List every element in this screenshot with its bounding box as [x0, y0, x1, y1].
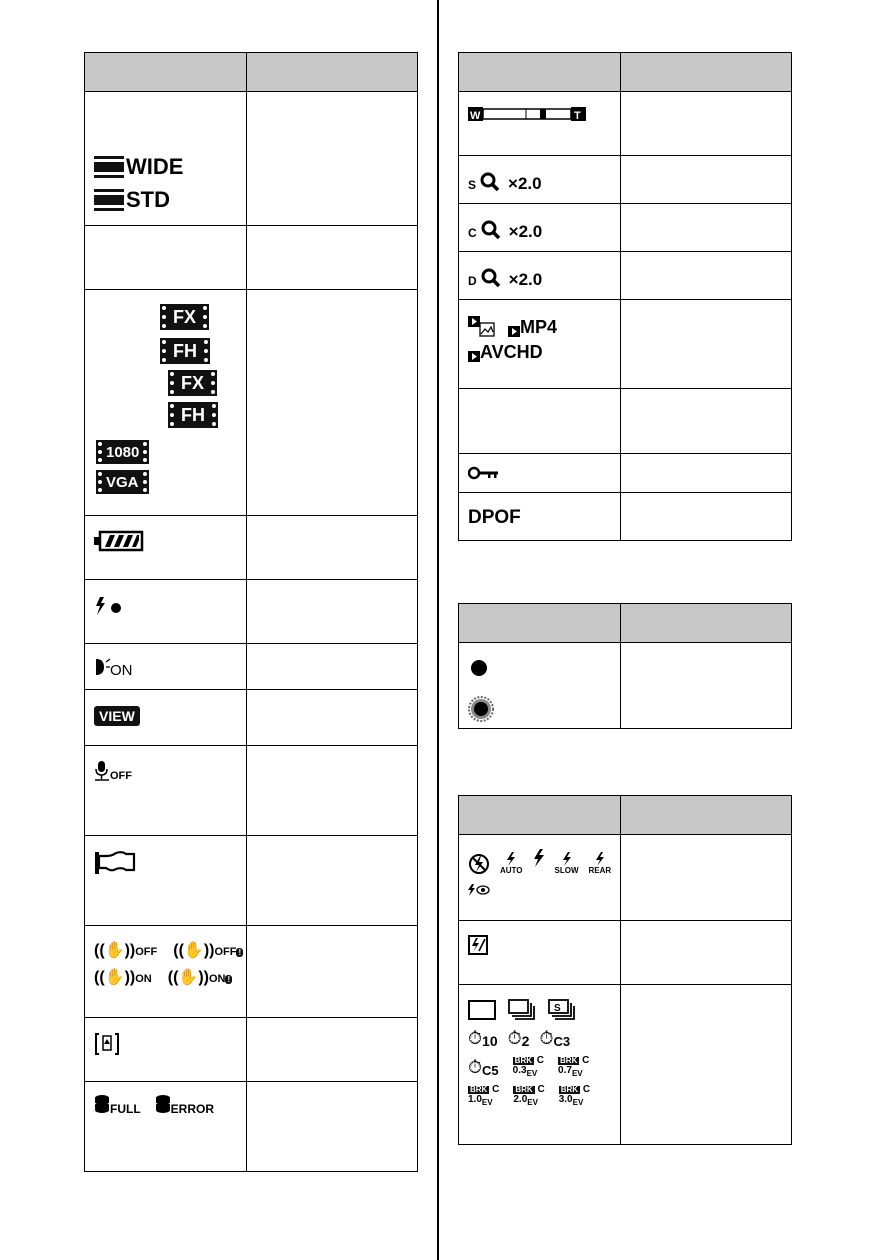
bracket-tag: BRK: [560, 1056, 578, 1065]
description-cell: [247, 226, 418, 290]
description-cell: [621, 389, 792, 454]
wind-noise-icon: [94, 850, 138, 876]
table-row: [459, 643, 792, 729]
wide-aspect-icon: [94, 156, 124, 178]
bracket-unit: EV: [481, 1098, 493, 1107]
magnifier-icon: [481, 268, 501, 288]
table-row: [85, 644, 418, 690]
icon-cell: [85, 1082, 247, 1172]
table-row: [85, 226, 418, 290]
header-cell-icon: [85, 53, 247, 92]
table-row: [85, 92, 418, 226]
self-timer-c5: [468, 1057, 499, 1078]
self-timer-icon: ⏱: [468, 1028, 483, 1048]
icon-cell: [459, 643, 621, 729]
mic-off: [94, 760, 246, 782]
table-row: [459, 92, 792, 156]
self-timer-label: C3: [553, 1034, 571, 1049]
icon-cell: [85, 226, 247, 290]
table-row: [85, 580, 418, 644]
bracket-mode: C: [536, 1055, 545, 1066]
bracket-mode: C: [582, 1055, 590, 1066]
flash-on-icon: [533, 849, 545, 867]
table-header-row: [459, 796, 792, 835]
header-cell-icon: [459, 604, 621, 643]
table-row: [85, 926, 418, 1018]
af-illuminator: [94, 654, 246, 679]
table-row: [459, 835, 792, 921]
table-row: [459, 921, 792, 985]
self-timer-label: 10: [482, 1033, 498, 1049]
description-cell: [621, 204, 792, 252]
clear-image-zoom: [468, 218, 620, 242]
icon-cell: [85, 746, 247, 836]
film-fx-label: FX: [173, 306, 197, 327]
description-cell: [247, 580, 418, 644]
bracket-icon: [559, 1085, 590, 1107]
flash-icon: [562, 852, 572, 866]
film-vga-label: VGA: [106, 473, 139, 491]
flash-redeye-icon: [468, 884, 490, 896]
self-timer-label: C5: [482, 1062, 499, 1078]
mp4-label: MP4: [520, 316, 558, 337]
description-cell: [247, 516, 418, 580]
table-row: [459, 300, 792, 389]
header-cell-icon: [459, 796, 621, 835]
icon-cell: [459, 156, 621, 204]
zoom-value: ×2.0: [508, 270, 543, 289]
film-fx-icon: [170, 372, 215, 394]
flash-modes-row: [468, 849, 620, 875]
avchd-playback: [468, 342, 543, 363]
aspect-wide-label: WIDE: [126, 154, 184, 179]
af-illuminator-icon: [94, 656, 110, 678]
bracket-tag: BRK: [514, 1056, 533, 1065]
description-cell: [247, 926, 418, 1018]
zoom-bar-icon: [468, 106, 586, 122]
play-icon: [508, 326, 520, 338]
self-timer-row: [468, 1028, 620, 1049]
flash-icon: [595, 852, 605, 866]
database-full: [94, 1094, 141, 1116]
bracket-unit: EV: [526, 1069, 538, 1078]
bracket-icon: [468, 1085, 499, 1107]
icon-cell: [459, 921, 621, 985]
zoom-value: ×2.0: [508, 222, 543, 241]
zoom-prefix: D: [468, 274, 477, 288]
svg-text:S: S: [554, 1003, 561, 1014]
drive-mode-row: [468, 999, 620, 1021]
icon-cell: [85, 836, 247, 926]
microphone-icon: [94, 760, 110, 782]
flash-icon: [506, 852, 516, 866]
description-cell: [247, 690, 418, 746]
film-fx-label: FX: [181, 372, 205, 393]
avchd-label: AVCHD: [480, 342, 543, 362]
steadyshot-on-row: [94, 967, 246, 987]
description-cell: [621, 300, 792, 389]
description-cell: [621, 985, 792, 1145]
focus-searching-icon: [468, 696, 494, 722]
level-warning-icon: [94, 1032, 120, 1056]
description-cell: [247, 836, 418, 926]
table-header-row: [459, 53, 792, 92]
table-row: [85, 836, 418, 926]
zoom-bar-t: T: [574, 110, 581, 122]
steadyshot-on-label: ON: [135, 973, 152, 985]
right-icon-table-2: [458, 603, 792, 729]
mp4-playback: [508, 317, 557, 338]
self-timer-icon: ⏱: [468, 1056, 483, 1077]
left-icon-table: [84, 52, 418, 1172]
table-row: [459, 454, 792, 493]
focus-lock-icon: [468, 657, 490, 679]
icon-cell: [85, 92, 247, 226]
self-timer-10: [468, 1028, 498, 1049]
header-cell-meaning: [621, 796, 792, 835]
bracket-mode: C: [537, 1084, 545, 1095]
description-cell: [621, 493, 792, 541]
steadyshot-off-row: [94, 940, 246, 960]
film-vga-icon: [98, 472, 147, 492]
film-1080-icon: [98, 442, 147, 462]
icon-cell: [459, 300, 621, 389]
icon-cell: [85, 690, 247, 746]
flash-charging-icon: [94, 596, 134, 616]
bracket-unit: EV: [571, 1069, 583, 1078]
header-cell-meaning: [621, 604, 792, 643]
flash-slow: [555, 852, 579, 875]
description-cell: [247, 1018, 418, 1082]
icon-cell: [459, 252, 621, 300]
self-timer-icon: ⏱: [539, 1028, 554, 1048]
description-cell: [621, 835, 792, 921]
icon-cell: [85, 1018, 247, 1082]
table-row: [85, 746, 418, 836]
flash-auto: [500, 852, 523, 875]
table-row: [459, 252, 792, 300]
table-row: [459, 389, 792, 454]
database-status-row: [94, 1094, 246, 1116]
flash-off-icon: [468, 853, 490, 875]
table-row: [459, 493, 792, 541]
mic-off-label: OFF: [110, 770, 132, 782]
icon-cell: [85, 644, 247, 690]
right-icon-table-3: [458, 795, 792, 1145]
film-fx-icon: [162, 306, 207, 328]
database-error-label: ERROR: [170, 1102, 214, 1116]
avchd-row: [468, 342, 620, 363]
zoom-prefix: C: [468, 226, 477, 240]
still-playback-icon: [468, 316, 496, 338]
description-cell: [247, 644, 418, 690]
film-fh-icon: [170, 404, 216, 426]
table-row: [85, 690, 418, 746]
table-row: [85, 516, 418, 580]
flash-rear-label: REAR: [588, 866, 612, 875]
icon-cell: [85, 290, 247, 516]
table-row: [459, 985, 792, 1145]
zoom-prefix: S: [468, 178, 477, 192]
table-row: [85, 1082, 418, 1172]
steadyshot-hand-icon: ((✋))ON: [94, 969, 152, 986]
bracket-mode: C: [582, 1084, 591, 1095]
self-timer-c3: [539, 1028, 570, 1049]
description-cell: [621, 921, 792, 985]
header-cell-icon: [459, 53, 621, 92]
view-icon: [94, 706, 140, 726]
self-timer-2: [508, 1028, 530, 1049]
bracket-tag: BRK: [470, 1085, 488, 1094]
bracket-value: 3.0: [558, 1094, 573, 1105]
single-shot-icon: [468, 1000, 496, 1020]
center-divider: [437, 0, 439, 1260]
steadyshot-on-label: ON: [208, 973, 226, 985]
flash-charge-warning-icon: [468, 935, 488, 955]
icon-cell: [85, 580, 247, 644]
bracket-icon: [513, 1085, 544, 1107]
flash-auto-label: AUTO: [500, 866, 523, 875]
aspect-std-label: STD: [126, 187, 170, 212]
digital-zoom: [468, 266, 620, 290]
aspect-wide: [94, 154, 246, 180]
magnifier-icon: [481, 220, 501, 240]
icon-cell: [459, 92, 621, 156]
self-timer-icon: ⏱: [507, 1028, 522, 1048]
dpof-icon: DPOF: [468, 507, 521, 528]
description-cell: [621, 454, 792, 493]
icon-cell: [459, 389, 621, 454]
flash-rear: [589, 852, 612, 875]
bracket-row-2: [468, 1085, 620, 1107]
continuous-shot-icon: [508, 999, 536, 1021]
bracket-unit: EV: [527, 1098, 538, 1107]
steadyshot-off-label: OFF: [214, 946, 237, 958]
description-cell: [621, 156, 792, 204]
header-cell-meaning: [247, 53, 418, 92]
icon-cell: [459, 493, 621, 541]
bracket-icon: [513, 1056, 544, 1078]
magnifier-icon: [480, 172, 500, 192]
steadyshot-hand-icon: ((✋))OFF: [94, 942, 158, 959]
bracket-value: 1.0: [468, 1094, 482, 1105]
table-row: [85, 290, 418, 516]
film-fh-icon: [162, 340, 208, 362]
flash-slow-label: SLOW: [554, 866, 579, 875]
header-cell-meaning: [621, 53, 792, 92]
table-row: [85, 1018, 418, 1082]
description-cell: [621, 643, 792, 729]
description-cell: [247, 92, 418, 226]
database-full-label: FULL: [110, 1102, 141, 1116]
icon-cell: [459, 985, 621, 1145]
bracket-value: 2.0: [513, 1094, 528, 1105]
smart-zoom: [468, 170, 620, 194]
description-cell: [247, 746, 418, 836]
bracket-tag: BRK: [515, 1085, 533, 1094]
film-fh-label: FH: [173, 340, 197, 361]
steadyshot-hand-warning-icon: ((✋))ON !: [167, 969, 231, 986]
description-cell: [621, 252, 792, 300]
play-icon: [468, 351, 480, 363]
database-error: [155, 1094, 214, 1116]
playback-row: [468, 316, 620, 338]
database-icon: [94, 1094, 110, 1116]
table-row: [459, 156, 792, 204]
protect-key-icon: [468, 466, 500, 480]
icon-cell: [85, 516, 247, 580]
battery-icon: [94, 530, 144, 552]
icon-cell: [459, 835, 621, 921]
zoom-value: ×2.0: [508, 174, 542, 193]
speed-priority-continuous-icon: [548, 999, 578, 1021]
af-illuminator-label: ON: [110, 662, 133, 679]
description-cell: [621, 92, 792, 156]
table-row: [459, 204, 792, 252]
description-cell: [247, 290, 418, 516]
zoom-bar-w: W: [470, 110, 481, 122]
description-cell: [247, 1082, 418, 1172]
bracket-value: 0.3: [512, 1065, 527, 1076]
database-icon: [155, 1094, 171, 1116]
aspect-std: [94, 187, 246, 213]
view-label: VIEW: [99, 708, 135, 724]
bracket-row-1: [468, 1056, 620, 1078]
icon-cell: [85, 926, 247, 1018]
table-header-row: [85, 53, 418, 92]
steadyshot-hand-warning-icon: ((✋))OFF !: [173, 942, 242, 959]
film-fh-label: FH: [181, 404, 205, 425]
bracket-mode: C: [492, 1084, 500, 1095]
std-aspect-icon: [94, 189, 124, 211]
icon-cell: [459, 204, 621, 252]
steadyshot-off-label: OFF: [135, 946, 158, 958]
icon-cell: [459, 454, 621, 493]
table-header-row: [459, 604, 792, 643]
bracket-icon: [558, 1056, 589, 1078]
right-icon-table-1: [458, 52, 792, 541]
self-timer-label: 2: [521, 1033, 530, 1049]
bracket-tag: BRK: [560, 1085, 579, 1094]
bracket-unit: EV: [572, 1098, 584, 1107]
film-1080-label: 1080: [106, 443, 140, 461]
bracket-value: 0.7: [558, 1065, 572, 1076]
